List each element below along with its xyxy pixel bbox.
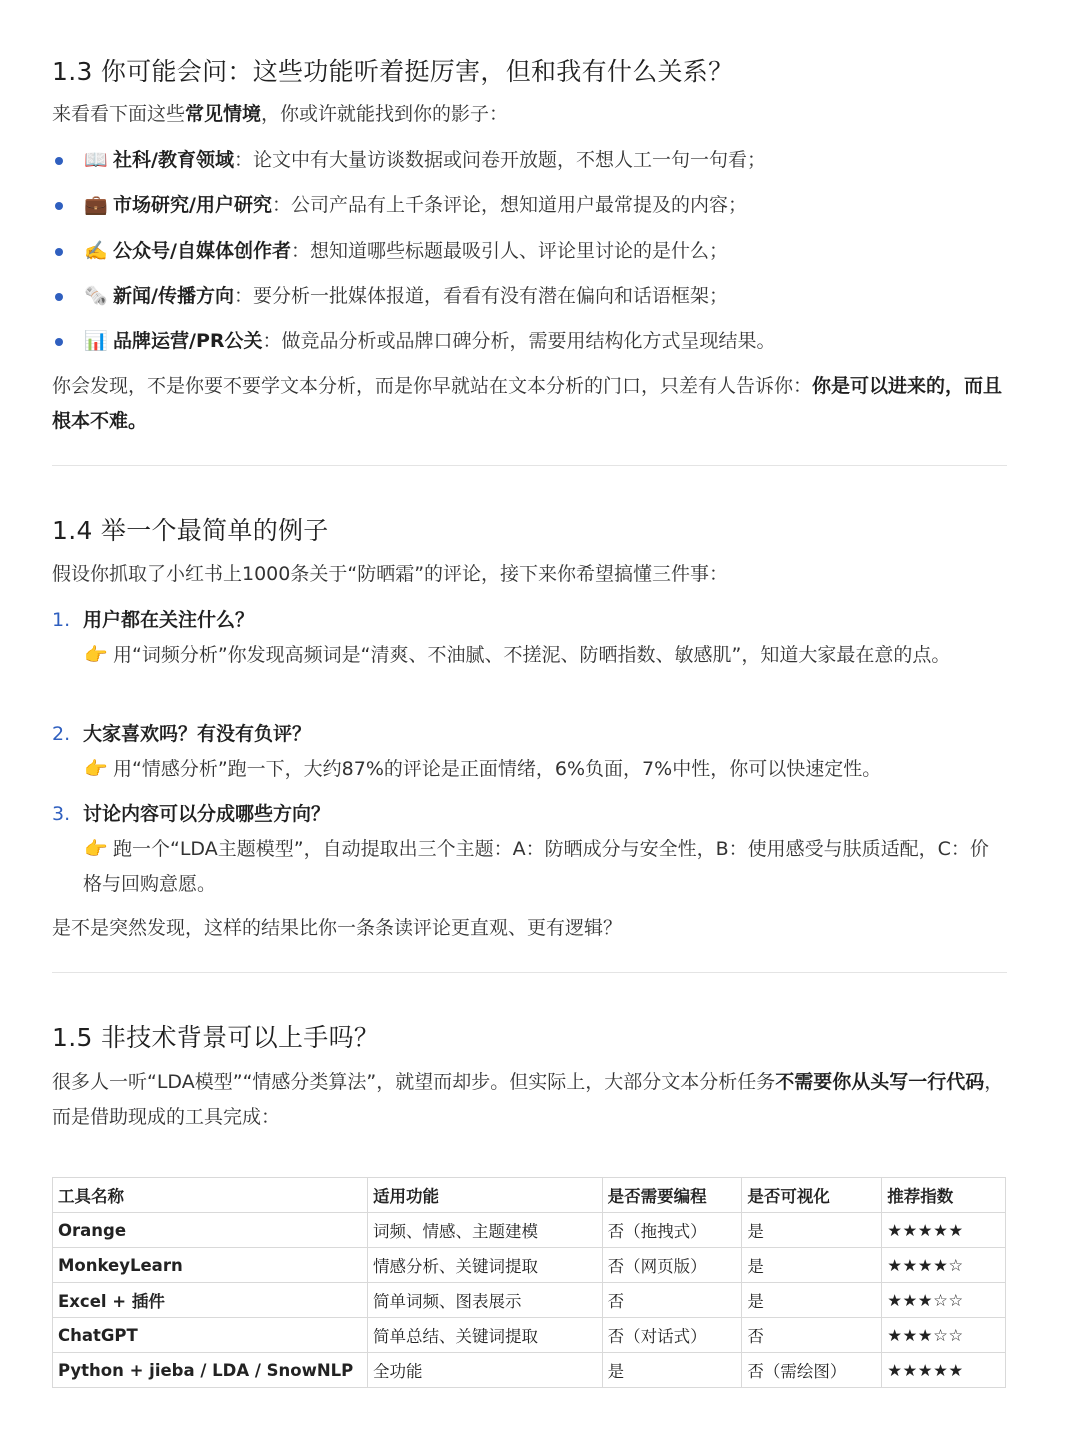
table-row [53, 1318, 1006, 1353]
tools-table [52, 1177, 1006, 1388]
intro-emphasis: 不需要你从头写一行代码 [775, 1071, 985, 1093]
item-answer [83, 752, 1003, 787]
bullet-icon [55, 248, 63, 256]
cell-function: 简单词频、图表展示 [367, 1283, 602, 1318]
pointing-hand-icon: 👉 [84, 758, 108, 780]
cell-visualization: 否 [742, 1318, 882, 1353]
cell-tool-name: Python + jieba / LDA / SnowNLP [53, 1353, 368, 1388]
newspaper-icon: 🗞️ [84, 285, 108, 307]
table-row [53, 1353, 1006, 1388]
cell-function: 全功能 [367, 1353, 602, 1388]
item-text: ：公司产品有上千条评论，想知道用户最常提及的内容； [271, 194, 747, 216]
intro-text-end: ，你或许就能找到你的影子： [261, 103, 509, 125]
book-icon: 📖 [84, 149, 108, 171]
answer-text: 用“词频分析”你发现高频词是“清爽、不油腻、不搓泥、防晒指数、敏感肌”，知道大家最在意的点。 [113, 644, 951, 666]
cell-rating-stars: ★★★★☆ [882, 1248, 1006, 1283]
cell-needs-coding: 否（对话式） [602, 1318, 742, 1353]
table-row [53, 1283, 1006, 1318]
cell-function: 简单总结、关键词提取 [367, 1318, 602, 1353]
intro-text: 来看看下面这些 [52, 103, 186, 125]
item-number: 2. [52, 723, 71, 745]
bullet-icon [55, 157, 63, 165]
header-function: 适用功能 [367, 1178, 602, 1213]
cell-function: 情感分析、关键词提取 [367, 1248, 602, 1283]
cell-tool-name: Excel + 插件 [53, 1283, 368, 1318]
bullet-icon [55, 338, 63, 346]
cell-needs-coding: 否（拖拽式） [602, 1213, 742, 1248]
intro-emphasis: 常见情境 [185, 103, 262, 125]
list-item [52, 799, 1008, 899]
table-row [53, 1248, 1006, 1283]
divider [52, 465, 1007, 466]
cell-rating-stars: ★★★☆☆ [882, 1318, 1006, 1353]
writing-hand-icon: ✍️ [84, 240, 108, 262]
answer-text: 用“情感分析”跑一下，大约87%的评论是正面情绪，6%负面，7%中性，你可以快速定性。 [113, 758, 882, 780]
header-visualization: 是否可视化 [742, 1178, 882, 1213]
section-1-5-heading: 1.5 非技术背景可以上手吗？ [52, 1023, 380, 1052]
section-1-3-heading: 1.3 你可能会问：这些功能听着挺厉害，但和我有什么关系？ [52, 57, 734, 86]
item-question: 大家喜欢吗？有没有负评？ [83, 723, 312, 745]
section-1-4-heading: 1.4 举一个最简单的例子 [52, 516, 329, 545]
item-label: 社科/教育领域 [113, 149, 234, 171]
answer-text: 跑一个“LDA主题模型”，自动提取出三个主题：A：防晒成分与安全性，B：使用感受与肤质适配，C：价格与回购意愿。 [83, 838, 989, 895]
table-header-row [53, 1178, 1006, 1213]
briefcase-icon: 💼 [84, 194, 108, 216]
item-label: 公众号/自媒体创作者 [113, 240, 291, 262]
cell-rating-stars: ★★★★★ [882, 1353, 1006, 1388]
divider [52, 972, 1007, 973]
conclusion-emphasis: 你是可以进来的，而且根本不难。 [52, 375, 1003, 432]
cell-visualization: 是 [742, 1213, 882, 1248]
intro-text-end: ，而是借助现成的工具完成： [52, 1071, 1004, 1128]
cell-needs-coding: 否（网页版） [602, 1248, 742, 1283]
section-1-4-intro: 假设你抓取了小红书上1000条关于“防晒霜”的评论，接下来你希望搞懂三件事： [52, 563, 729, 585]
item-label: 新闻/传播方向 [113, 285, 234, 307]
list-item [52, 719, 1008, 789]
section-1-3-intro [52, 97, 1008, 132]
cell-visualization: 否（需绘图） [742, 1353, 882, 1388]
header-tool-name: 工具名称 [53, 1178, 368, 1213]
item-text: ：想知道哪些标题最吸引人、评论里讨论的是什么； [290, 240, 728, 262]
item-question: 讨论内容可以分成哪些方向？ [83, 803, 331, 825]
cell-function: 词频、情感、主题建模 [367, 1213, 602, 1248]
item-question: 用户都在关注什么？ [83, 609, 255, 631]
item-label: 市场研究/用户研究 [113, 194, 272, 216]
section-1-3-conclusion [52, 369, 1008, 439]
cell-tool-name: MonkeyLearn [53, 1248, 368, 1283]
header-needs-coding: 是否需要编程 [602, 1178, 742, 1213]
cell-tool-name: Orange [53, 1213, 368, 1248]
pointing-hand-icon: 👉 [84, 644, 108, 666]
item-number: 3. [52, 803, 71, 825]
conclusion-text: 你会发现，不是你要不要学文本分析，而是你早就站在文本分析的门口，只差有人告诉你： [52, 375, 813, 397]
item-text: ：做竞品分析或品牌口碑分析，需要用结构化方式呈现结果。 [262, 330, 776, 352]
section-1-4-conclusion: 是不是突然发现，这样的结果比你一条条读评论更直观、更有逻辑？ [52, 917, 623, 939]
cell-needs-coding: 是 [602, 1353, 742, 1388]
bullet-icon [55, 293, 63, 301]
item-text: ：论文中有大量访谈数据或问卷开放题，不想人工一句一句看； [233, 149, 766, 171]
pointing-hand-icon: 👉 [84, 838, 108, 860]
cell-tool-name: ChatGPT [53, 1318, 368, 1353]
item-text: ：要分析一批媒体报道，看看有没有潜在偏向和话语框架； [233, 285, 728, 307]
cell-needs-coding: 否 [602, 1283, 742, 1318]
bullet-icon [55, 202, 63, 210]
list-item [52, 605, 1008, 705]
cell-visualization: 是 [742, 1283, 882, 1318]
header-rating: 推荐指数 [882, 1178, 1006, 1213]
item-label: 品牌运营/PR公关 [113, 330, 263, 352]
bar-chart-icon: 📊 [84, 330, 108, 352]
cell-rating-stars: ★★★☆☆ [882, 1283, 1006, 1318]
item-number: 1. [52, 609, 71, 631]
item-answer [83, 638, 1003, 673]
table-row [53, 1213, 1006, 1248]
cell-visualization: 是 [742, 1248, 882, 1283]
intro-text: 很多人一听“LDA模型”“情感分类算法”，就望而却步。但实际上，大部分文本分析任务 [52, 1071, 776, 1093]
section-1-5-intro [52, 1065, 1008, 1135]
item-answer [83, 832, 1003, 902]
cell-rating-stars: ★★★★★ [882, 1213, 1006, 1248]
